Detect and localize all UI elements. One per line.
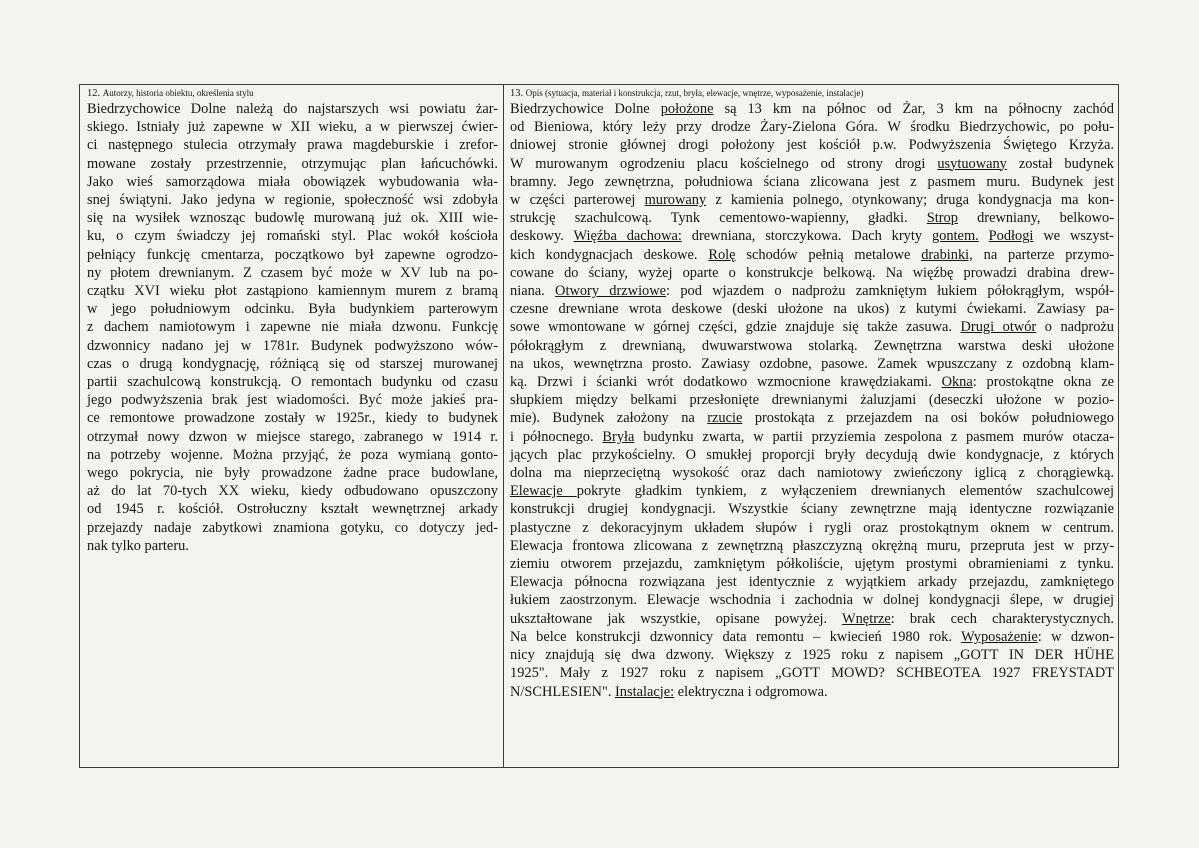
history-text-line: snej świątyni. Jako jedyna w regionie, społeczność wsi zdobyła bbox=[87, 192, 498, 209]
text-run: o nadprożu bbox=[1036, 319, 1115, 336]
history-text-line: jego podwyższenia brak jest wiadomości. Być może jakieś pra- bbox=[87, 392, 498, 409]
underlined-term: Bryła bbox=[602, 428, 635, 445]
text-run: został budynek bbox=[1006, 155, 1114, 172]
text-run: elektryczna i odgromowa. bbox=[674, 683, 828, 700]
description-heading-number: 13. bbox=[510, 88, 524, 99]
text-run: konstrukcji drugiej kondygnacji. Wszystkie ściany zewnętrzne mają identyczne rozwiązanie bbox=[510, 501, 1114, 518]
history-text-line: od 1945 r. kościół. Ostrołuczny kształt wewnętrznej arkady bbox=[87, 501, 498, 518]
history-text-line: czas o drugą kondygnację, różniącą się od starszej murowanej bbox=[87, 355, 498, 372]
history-text-line: w jego południowym odcinku. Była budynkiem parterowym bbox=[87, 301, 498, 318]
description-text-line bbox=[510, 409, 1114, 427]
form-table bbox=[79, 84, 1119, 768]
text-run: strukcję szachulcową. Tynk cementowo-wapienny, gładki. bbox=[510, 210, 927, 227]
text-run: ukształtowane jak wszystkie, opisane powyżej. bbox=[510, 610, 843, 627]
description-text-line bbox=[510, 519, 1114, 537]
text-run: z kamienia polnego, otynkowany; druga kondygnacja ma kon- bbox=[706, 192, 1115, 209]
description-text-line bbox=[510, 100, 1114, 118]
description-heading-label: Opis (sytuacja, materiał i konstrukcja, rzut, bryła, elewacje, wnętrze, wyposażenie, instalacje) bbox=[525, 88, 864, 98]
text-run: : brak cech charakterystycznych. bbox=[890, 610, 1114, 627]
history-text-line: otrzymał nowy dzwon w miejsce starego, zabranego w 1914 r. bbox=[87, 428, 498, 445]
underlined-term: Więźba dachowa: bbox=[573, 228, 682, 245]
underlined-term: Wyposażenie bbox=[961, 628, 1038, 645]
history-text-line: z dachem namiotowym i zapewne nie miała dzwonu. Funkcję bbox=[87, 319, 498, 336]
description-text-line bbox=[510, 264, 1114, 282]
underlined-term: położone bbox=[660, 101, 714, 117]
description-text-line bbox=[510, 573, 1114, 591]
text-run: słupkiem między belkami przesłonięte drewnianymi żaluzjami (deseczki ułożone w pozio- bbox=[510, 392, 1114, 409]
text-run: na parterze przymo- bbox=[972, 246, 1114, 263]
text-run: kich kondygnacjach deskowe. bbox=[510, 246, 709, 263]
history-text-line: na potrzeby wojenne. Można przyjąć, że poza wymianą gonto- bbox=[87, 446, 498, 463]
description-text-line bbox=[510, 683, 1114, 701]
description-text-line bbox=[510, 500, 1114, 518]
text-run: : w dzwon- bbox=[1037, 628, 1114, 645]
history-text-line: Biedrzychowice Dolne należą do najstarszych wsi powiatu żar- bbox=[87, 101, 498, 117]
history-text-line: czątku XVI wieku płot zastąpiono kamiennym murem z bramą bbox=[87, 283, 498, 300]
description-text-line bbox=[510, 300, 1114, 318]
history-text-line: ny płotem drewnianym. Z czasem być może w XV lub na po- bbox=[87, 264, 498, 281]
history-text-line: wego pokrycia, nie były prowadzone żadne prace budowlane, bbox=[87, 465, 498, 482]
underlined-term: Drugi otwór bbox=[960, 319, 1037, 336]
description-text-line bbox=[510, 537, 1114, 555]
underlined-term: Otwory drzwiowe bbox=[555, 283, 667, 300]
text-run: ką. Drzwi i ścianki wrót dodatkowo wzmocnione krawędziakami. bbox=[510, 374, 942, 391]
history-text-line: Jako wieś samorządowa miała obowiązek wybudowania wła- bbox=[87, 173, 498, 190]
description-text-line bbox=[510, 591, 1114, 609]
text-run: nicy znajdują się dwa dzwony. Większy z 1925 roku z napisem „GOTT IN DER HÜHE bbox=[510, 647, 1114, 664]
history-text-line: ku, o czym świadczy jej romański styl. Plac wokół kościoła bbox=[87, 228, 498, 245]
description-text-line bbox=[510, 282, 1114, 300]
description-text-line bbox=[510, 318, 1114, 336]
underlined-term: rzucie bbox=[707, 410, 743, 427]
text-run: jących plac przykościelny. O smukłej proporcji bryły decydują dwie kondygnacje, z których bbox=[510, 446, 1114, 463]
description-text-line bbox=[510, 628, 1114, 646]
underlined-term: Okna bbox=[941, 374, 973, 391]
history-text-line: pełniący funkcję cmentarza, początkowo był zapewne ogrodzo- bbox=[87, 246, 498, 263]
description-text-line bbox=[510, 355, 1114, 373]
text-run: łukiem zaostrzonym. Elewacje wschodnia i zachodnia w dolnej kondygnacji ślepe, w drugiej bbox=[510, 592, 1114, 609]
text-run: Na belce konstrukcji dzwonnicy data remontu – kwiecień 1980 rok. bbox=[510, 628, 962, 645]
underlined-term: Wnętrze bbox=[842, 610, 891, 627]
history-text-line: dzwonnicy nadano jej w 1781r. Budynek podwyższono wów- bbox=[87, 337, 498, 354]
history-heading-number: 12. bbox=[87, 88, 101, 99]
text-run: 1925". Mały z 1927 roku z napisem „GOTT MOWD? SCHBEOTEA 1927 FREYSTADT bbox=[510, 665, 1114, 682]
history-text-line: aż do lat 70-tych XX wieku, kiedy odbudowano opuszczony bbox=[87, 483, 498, 500]
history-column bbox=[80, 85, 504, 767]
description-text-line bbox=[510, 664, 1114, 682]
description-text-line bbox=[510, 391, 1114, 409]
description-text-line bbox=[510, 482, 1114, 500]
text-run: W murowanym ogrodzeniu placu kościelnego od strony drogi bbox=[510, 155, 938, 172]
description-text-line bbox=[510, 136, 1114, 154]
history-text-line: partii szachulcową konstrukcją. O remontach budynku od czasu bbox=[87, 374, 498, 391]
text-run: półokrągłym z drewnianą, dwuwarstwowa stolarką. Zewnętrzna warstwa deski ułożone bbox=[510, 337, 1114, 354]
description-text-line bbox=[510, 446, 1114, 464]
text-run: i północnego. bbox=[510, 428, 603, 445]
history-text-line: przejazdy nadaje zabytkowi znamiona gotyku, co dotyczy jed- bbox=[87, 519, 498, 536]
text-run: Elewacja północna rozwiązana jest identycznie z wyjątkiem arkady przejazdu, zamkniętego bbox=[510, 574, 1114, 591]
text-run: we wszyst- bbox=[1033, 228, 1114, 245]
text-run: od Bieniowa, który leży przy drodze Żary-Zielona Góra. W środku Biedrzychowic, po połu- bbox=[510, 119, 1114, 136]
text-run: Elewacja frontowa zlicowana z zewnętrzną płaszczyzną okrężną muru, przepruta jest w przy- bbox=[510, 537, 1114, 554]
history-text-line: się na wysiłek wznosząc budowlę murowaną już ok. XIII wie- bbox=[87, 210, 498, 227]
history-heading-label: Autorzy, historia obiektu, określenia stylu bbox=[102, 88, 254, 98]
description-text-line bbox=[510, 428, 1114, 446]
history-text-line: mowane zostały przestrzennie, otrzymując plan łańcuchówki. bbox=[87, 155, 498, 172]
description-text-line bbox=[510, 227, 1114, 245]
text-run: mie). Budynek założony na bbox=[510, 410, 708, 427]
description-text-line bbox=[510, 246, 1114, 264]
text-run: : pod wjazdem o nadprożu zamkniętym łukiem półokrągłym, współ- bbox=[666, 283, 1114, 300]
text-run: na ukos, wewnętrzna prosto. Zawiasy ozdobne, pasowe. Zamek wpuszczany z ozdobną klam- bbox=[510, 355, 1114, 372]
text-run: drewniany, belkowo- bbox=[957, 210, 1114, 227]
description-text-line bbox=[510, 155, 1114, 173]
description-text-line bbox=[510, 555, 1114, 573]
text-run: dniowej stronie głównej drogi położony jest kościół p.w. Podwyższenia Świętego Krzyża. bbox=[510, 137, 1114, 154]
text-run: plastyczne z dekoracyjnym układem słupów i rygli oraz prostokątnym oknem w centrum. bbox=[510, 519, 1114, 536]
text-run: w części parterowej bbox=[510, 192, 645, 209]
text-run: Biedrzychowice Dolne bbox=[510, 101, 661, 117]
text-run: : prostokątne okna ze bbox=[972, 374, 1114, 391]
description-text-line bbox=[510, 337, 1114, 355]
description-text-line bbox=[510, 373, 1114, 391]
text-run: niana. bbox=[510, 283, 556, 300]
description-text-line bbox=[510, 118, 1114, 136]
underlined-term: usytuowany bbox=[937, 155, 1007, 172]
description-text bbox=[510, 100, 1114, 701]
history-heading bbox=[87, 87, 498, 100]
underlined-term: Elewacje bbox=[510, 483, 577, 500]
text-run: pokryte gładkim tynkiem, z wyłączeniem drewnianych elementów szachulcowej bbox=[576, 483, 1114, 500]
text-run: cowane do ściany, wyżej oparte o konstrukcje belkową. Na więźbę prowadzi drabina drew- bbox=[510, 264, 1114, 281]
history-text-line: nak tylko parteru. bbox=[87, 537, 189, 554]
description-text-line bbox=[510, 464, 1114, 482]
text-run: budynku zwarta, w partii przyziemia zespolona z pasmem murów otacza- bbox=[634, 428, 1114, 445]
text-run: bramny. Jego zewnętrzna, południowa ściana zlicowana jest z pasmem muru. Budynek jest bbox=[510, 173, 1114, 190]
text-run: sowe wmontowane w górnej części, gdzie znajduje się także zasuwa. bbox=[510, 319, 961, 336]
text-run: deskowy. bbox=[510, 228, 574, 245]
underlined-term: Rolę bbox=[708, 246, 736, 263]
text-run bbox=[979, 228, 989, 244]
text-run: są 13 km na północ od Żar, 3 km na północny zachód bbox=[713, 101, 1114, 117]
text-run: drewniana, storczykowa. Dach kryty bbox=[681, 228, 932, 245]
description-text-line bbox=[510, 173, 1114, 191]
underlined-term: murowany bbox=[644, 192, 707, 209]
text-run: czesne drewniane wrota deskowe (deski ułożone na ukos) z kutymi ćwiekami. Zawiasy pa- bbox=[510, 301, 1114, 318]
description-heading bbox=[510, 87, 1114, 100]
history-text-line: ce remontowe prowadzone zostały w 1925r., kiedy to budynek bbox=[87, 410, 498, 427]
text-run: schodów pełnią metalowe bbox=[735, 246, 922, 263]
underlined-term: Instalacje: bbox=[615, 683, 675, 700]
history-text-line: ci następnego stulecia otrzymały prawa magdeburskie i zrefor- bbox=[87, 137, 498, 154]
underlined-term: Podłogi bbox=[988, 228, 1034, 245]
text-run: prostokąta z przejazdem na osi boków południowego bbox=[742, 410, 1114, 427]
underlined-term: gontem. bbox=[931, 228, 979, 245]
text-run: dolna ma nieprzeciętną wysokość oraz dach namiotowy zwieńczony iglicą z chorągiewką. bbox=[510, 465, 1114, 482]
history-text bbox=[87, 100, 498, 555]
underlined-term: drabinki, bbox=[921, 246, 973, 263]
description-text-line bbox=[510, 646, 1114, 664]
description-text-line bbox=[510, 191, 1114, 209]
text-run: ziemiu otworem przejazdu, zamkniętym półkoliście, ujętym prostymi obramieniami z tynku. bbox=[510, 556, 1114, 573]
history-text-line: skiego. Istniały już zapewne w XII wieku, a w pierwszej ćwier- bbox=[87, 119, 498, 136]
underlined-term: Strop bbox=[926, 210, 958, 227]
text-run: N/SCHLESIEN". bbox=[510, 683, 616, 700]
description-text-line bbox=[510, 209, 1114, 227]
description-text-line bbox=[510, 610, 1114, 628]
description-column bbox=[504, 85, 1118, 767]
